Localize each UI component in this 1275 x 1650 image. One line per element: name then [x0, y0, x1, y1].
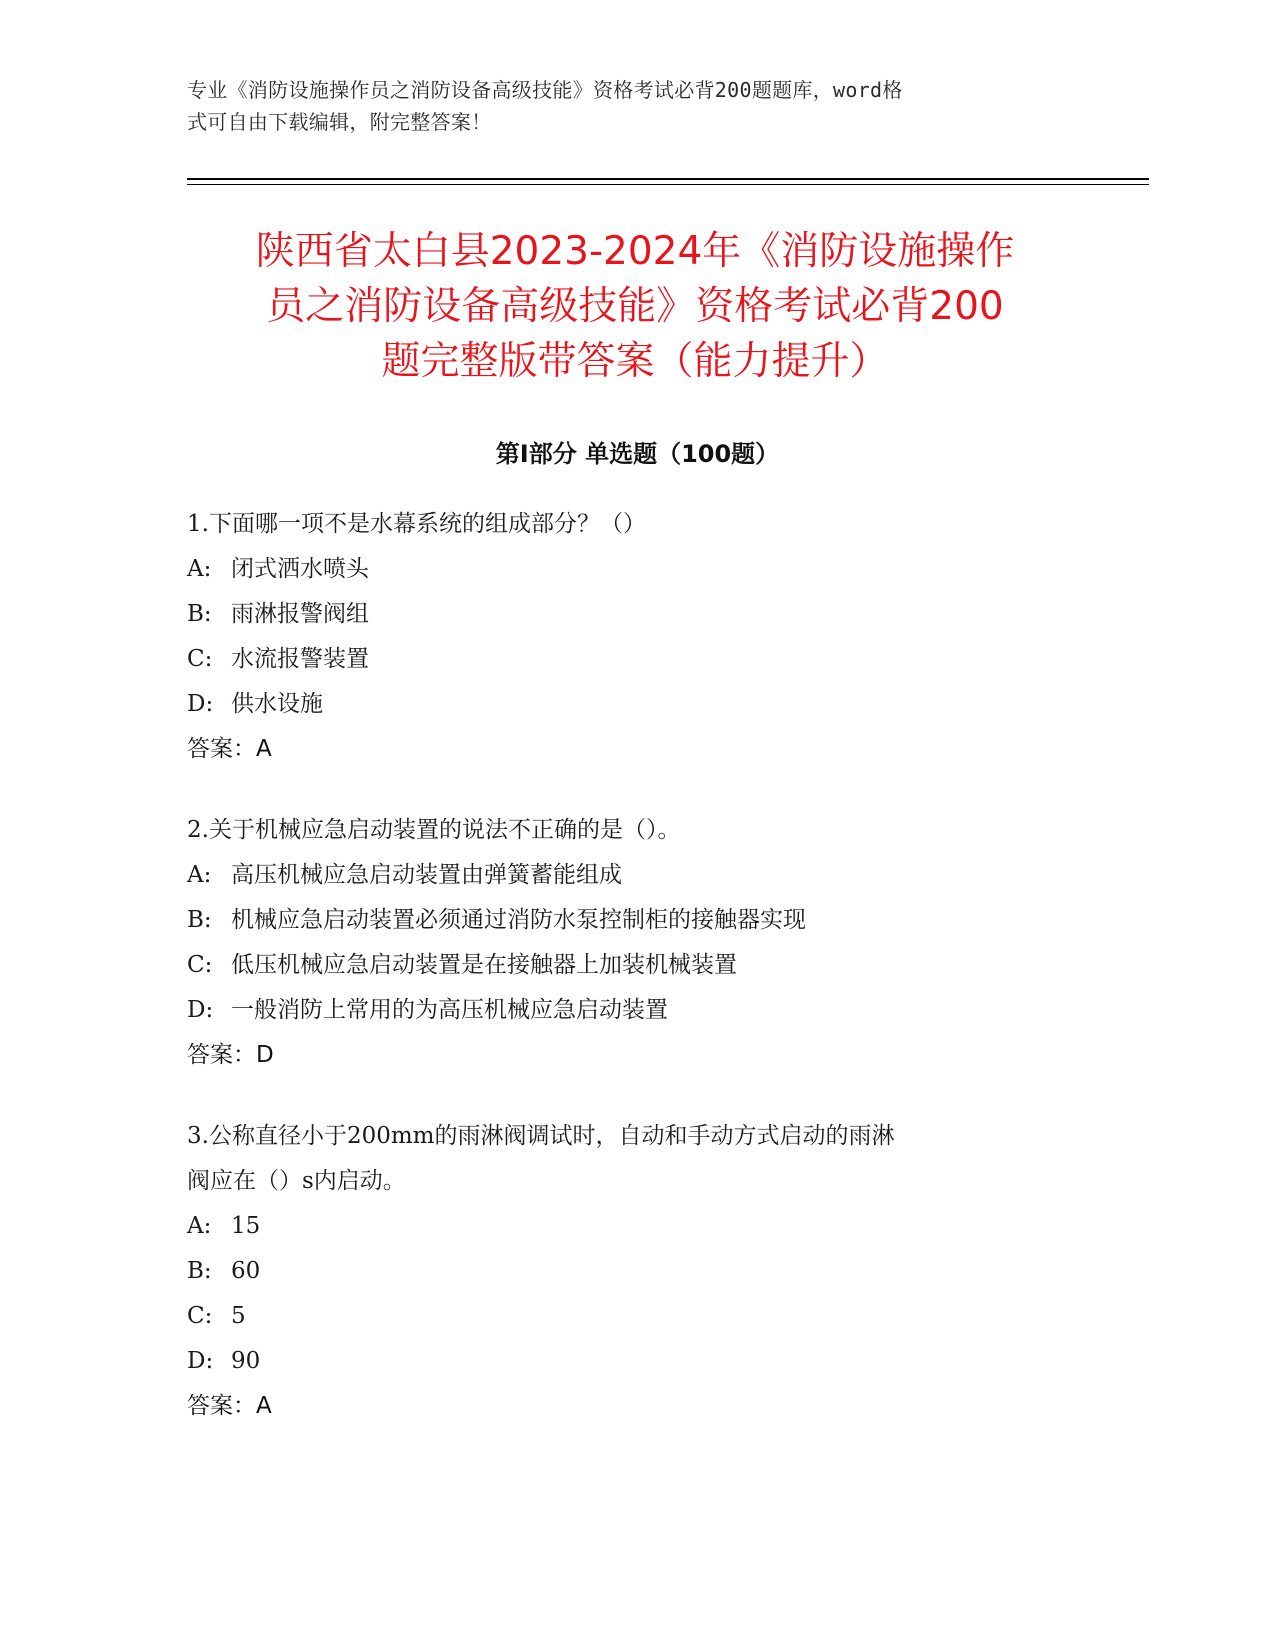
document-title-line-2: 员之消防设备高级技能》资格考试必背200	[266, 284, 1004, 329]
option-letter: C:	[187, 1303, 213, 1329]
question-3	[187, 1114, 1087, 1429]
option-text: 供水设施	[231, 691, 323, 717]
option-d	[187, 988, 1087, 1033]
question-stem-line-1: 3.公称直径小于200mm的雨淋阀调试时，自动和手动方式启动的雨淋	[187, 1123, 895, 1149]
option-a	[187, 853, 1087, 898]
option-letter: D:	[187, 997, 214, 1023]
document-title-line-3: 题完整版带答案（能力提升）	[381, 339, 889, 384]
header-rule-thin	[187, 184, 1149, 185]
question-2	[187, 808, 1087, 1078]
answer-line: 答案：A	[187, 1393, 272, 1419]
option-text: 雨淋报警阀组	[231, 601, 369, 627]
option-letter: A:	[187, 862, 212, 888]
option-text: 闭式洒水喷头	[231, 556, 369, 582]
section-heading: 第I部分 单选题（100题）	[495, 440, 780, 468]
option-text: 高压机械应急启动装置由弹簧蓄能组成	[231, 862, 622, 888]
option-letter: A:	[187, 1213, 212, 1239]
option-b	[187, 592, 1087, 637]
option-text: 水流报警装置	[231, 646, 369, 672]
header-note-line-1: 专业《消防设施操作员之消防设备高级技能》资格考试必背200题题库，word格	[187, 78, 903, 102]
option-letter: B:	[187, 601, 212, 627]
option-text: 60	[231, 1258, 261, 1284]
option-letter: D:	[187, 691, 214, 717]
option-letter: A:	[187, 556, 212, 582]
option-text: 一般消防上常用的为高压机械应急启动装置	[231, 997, 668, 1023]
question-stem-line-2: 阀应在（）s内启动。	[187, 1168, 406, 1194]
option-text: 15	[231, 1213, 261, 1239]
option-text: 低压机械应急启动装置是在接触器上加装机械装置	[231, 952, 737, 978]
option-c	[187, 1294, 1087, 1339]
option-d	[187, 682, 1087, 727]
option-letter: C:	[187, 952, 213, 978]
option-letter: B:	[187, 907, 212, 933]
option-text: 5	[231, 1303, 246, 1329]
option-letter: C:	[187, 646, 213, 672]
document-title-line-1: 陕西省太白县2023-2024年《消防设施操作	[255, 229, 1015, 274]
option-letter: D:	[187, 1348, 214, 1374]
header-note-line-2: 式可自由下载编辑，附完整答案！	[187, 110, 492, 134]
option-b	[187, 898, 1087, 943]
answer-line: 答案：A	[187, 736, 272, 762]
option-c	[187, 637, 1087, 682]
option-text: 机械应急启动装置必须通过消防水泵控制柜的接触器实现	[231, 907, 806, 933]
option-letter: B:	[187, 1258, 212, 1284]
question-1	[187, 502, 1087, 772]
question-stem: 2.关于机械应急启动装置的说法不正确的是（）。	[187, 817, 681, 843]
option-d	[187, 1339, 1087, 1384]
option-a	[187, 547, 1087, 592]
answer-line: 答案：D	[187, 1042, 274, 1068]
header-rule-thick	[187, 178, 1149, 180]
document-title	[195, 224, 1075, 389]
option-a	[187, 1204, 1087, 1249]
option-c	[187, 943, 1087, 988]
option-text: 90	[231, 1348, 261, 1374]
option-b	[187, 1249, 1087, 1294]
header-note	[187, 74, 1067, 138]
question-stem: 1.下面哪一项不是水幕系统的组成部分？（）	[187, 511, 646, 537]
